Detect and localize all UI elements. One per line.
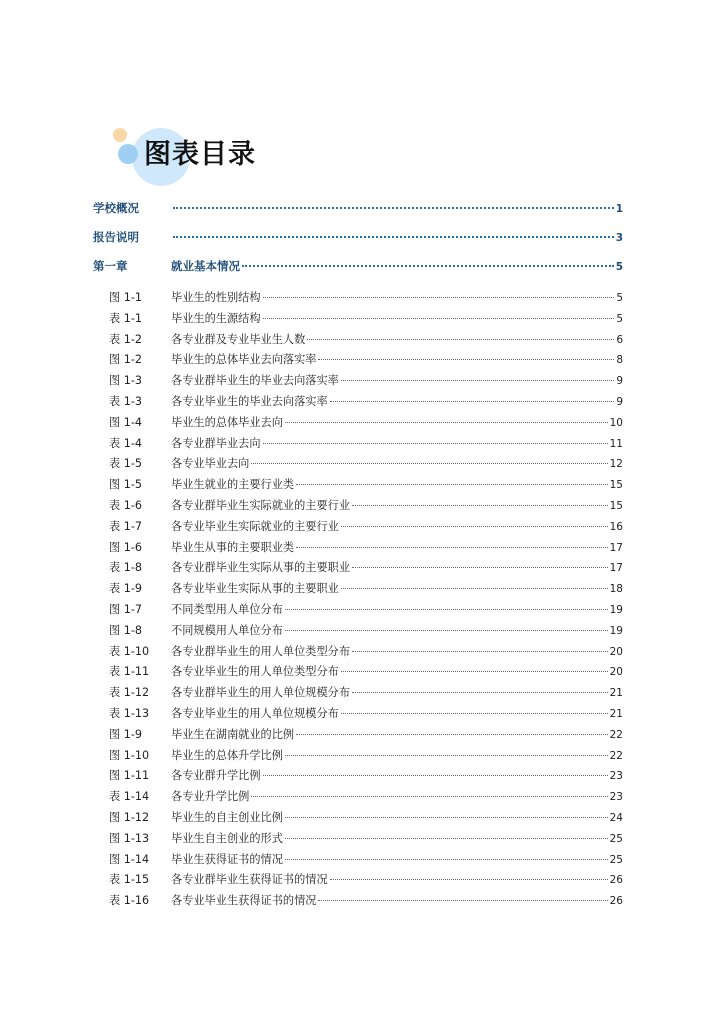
toc-title: 各专业群毕业生获得证书的情况 xyxy=(171,873,328,887)
leader-dots xyxy=(307,338,614,340)
leader-dots xyxy=(263,442,608,444)
leader-dots xyxy=(285,421,608,423)
leader-dots xyxy=(318,358,614,360)
toc-entry[interactable] xyxy=(93,726,623,747)
leader-dots xyxy=(251,462,607,464)
toc-page: 19 xyxy=(609,603,623,616)
toc-page: 16 xyxy=(609,520,623,533)
toc-page: 8 xyxy=(616,354,623,367)
toc-page: 19 xyxy=(609,624,623,637)
leader-dots xyxy=(173,235,614,238)
toc-page: 15 xyxy=(609,499,623,512)
decor-circle-orange xyxy=(113,128,127,142)
toc-label: 表 1-6 xyxy=(109,498,143,512)
toc-entry[interactable] xyxy=(93,684,623,705)
toc-page: 5 xyxy=(615,261,623,273)
toc-entry[interactable] xyxy=(93,393,623,414)
toc-entry[interactable] xyxy=(93,788,623,809)
toc-label: 图 1-3 xyxy=(109,374,143,388)
toc-title: 各专业升学比例 xyxy=(171,790,250,804)
toc-page: 3 xyxy=(615,232,623,244)
toc-entry[interactable] xyxy=(93,518,623,539)
toc-label: 图 1-10 xyxy=(109,748,150,762)
toc-title: 不同规模用人单位分布 xyxy=(171,623,283,637)
leader-dots xyxy=(352,566,608,568)
toc-entry[interactable] xyxy=(93,455,623,476)
toc-page: 20 xyxy=(609,666,623,679)
toc-page: 12 xyxy=(609,458,623,471)
toc-title: 各专业毕业生获得证书的情况 xyxy=(171,894,317,908)
toc-page: 21 xyxy=(609,687,623,700)
toc-title: 各专业群及专业毕业生人数 xyxy=(171,332,306,346)
toc-label: 表 1-13 xyxy=(109,706,150,720)
toc-page: 17 xyxy=(609,541,623,554)
toc-label: 学校概况 xyxy=(93,201,139,215)
toc-entry[interactable] xyxy=(93,809,623,830)
toc-entry[interactable] xyxy=(93,747,623,768)
toc-page: 25 xyxy=(609,832,623,845)
leader-dots xyxy=(173,206,614,209)
toc-title: 各专业群毕业生的用人单位类型分布 xyxy=(171,644,351,658)
leader-dots xyxy=(263,774,608,776)
toc-page: 22 xyxy=(609,749,623,762)
leader-dots xyxy=(242,264,614,267)
toc-title: 各专业群毕业去向 xyxy=(171,436,261,450)
page-title: 图表目录 xyxy=(144,139,256,170)
toc-list xyxy=(93,200,623,913)
toc-title: 各专业群毕业生实际从事的主要职业 xyxy=(171,561,351,575)
toc-page: 26 xyxy=(609,874,623,887)
toc-label: 表 1-11 xyxy=(109,665,150,679)
toc-label: 图 1-8 xyxy=(109,623,143,637)
leader-dots xyxy=(285,858,608,860)
toc-title: 毕业生的总体升学比例 xyxy=(171,748,283,762)
toc-entry[interactable] xyxy=(93,331,623,352)
toc-page: 15 xyxy=(609,479,623,492)
toc-title: 各专业群毕业生的毕业去向落实率 xyxy=(171,374,339,388)
toc-entry[interactable] xyxy=(93,643,623,664)
toc-page: 23 xyxy=(609,770,623,783)
leader-dots xyxy=(285,816,608,818)
toc-label: 表 1-14 xyxy=(109,790,150,804)
leader-dots xyxy=(263,317,615,319)
toc-title: 各专业毕业生的用人单位类型分布 xyxy=(171,665,339,679)
toc-title: 毕业生的性别结构 xyxy=(171,291,261,304)
toc-entry[interactable] xyxy=(93,580,623,601)
toc-entry[interactable] xyxy=(93,497,623,518)
toc-page: 25 xyxy=(609,853,623,866)
toc-label: 图 1-5 xyxy=(109,478,143,492)
toc-page: 17 xyxy=(609,562,623,575)
leader-dots xyxy=(285,608,608,610)
toc-entry[interactable] xyxy=(93,559,623,580)
toc-label: 表 1-3 xyxy=(109,394,143,408)
leader-dots xyxy=(352,691,608,693)
toc-page: 6 xyxy=(616,333,623,346)
toc-title: 各专业毕业生的用人单位规模分布 xyxy=(171,706,339,720)
leader-dots xyxy=(296,483,608,485)
leader-dots xyxy=(341,587,608,589)
leader-dots xyxy=(341,379,614,381)
toc-page: 22 xyxy=(609,728,623,741)
toc-label: 表 1-4 xyxy=(109,436,143,450)
toc-title: 毕业生在湖南就业的比例 xyxy=(171,727,295,741)
toc-label: 图 1-6 xyxy=(109,540,143,554)
decor-circle-blue xyxy=(118,144,138,164)
leader-dots xyxy=(251,795,607,797)
toc-title: 毕业生从事的主要职业类 xyxy=(171,540,295,554)
toc-entry[interactable] xyxy=(93,289,623,310)
toc-title: 各专业毕业去向 xyxy=(171,457,250,471)
toc-entry[interactable] xyxy=(93,310,623,331)
toc-page: 26 xyxy=(609,895,623,908)
toc-title: 各专业群升学比例 xyxy=(171,769,261,783)
toc-page: 9 xyxy=(616,395,623,408)
toc-title: 毕业生获得证书的情况 xyxy=(171,852,283,866)
toc-title: 各专业毕业生实际从事的主要职业 xyxy=(171,582,339,596)
toc-label: 图 1-12 xyxy=(109,810,150,824)
toc-page: 23 xyxy=(609,791,623,804)
toc-label: 图 1-13 xyxy=(109,831,150,845)
toc-label: 表 1-7 xyxy=(109,519,143,533)
toc-entry[interactable] xyxy=(93,539,623,560)
toc-label: 表 1-15 xyxy=(109,873,150,887)
toc-entry[interactable] xyxy=(93,830,623,851)
toc-title: 各专业群毕业生实际就业的主要行业 xyxy=(171,498,351,512)
leader-dots xyxy=(318,899,607,901)
toc-entry[interactable] xyxy=(93,229,623,258)
leader-dots xyxy=(330,400,615,402)
toc-title: 就业基本情况 xyxy=(171,259,240,273)
leader-dots xyxy=(352,504,608,506)
toc-entry[interactable] xyxy=(93,601,623,622)
toc-minor-list xyxy=(93,289,623,913)
toc-title: 各专业群毕业生的用人单位规模分布 xyxy=(171,686,351,700)
toc-entry[interactable] xyxy=(93,435,623,456)
toc-page: 18 xyxy=(609,583,623,596)
toc-label: 表 1-1 xyxy=(109,311,143,325)
toc-entry[interactable] xyxy=(93,351,623,372)
toc-title: 各专业毕业生实际就业的主要行业 xyxy=(171,519,339,533)
toc-label: 图 1-14 xyxy=(109,852,150,866)
toc-label: 图 1-9 xyxy=(109,727,143,741)
toc-page: 5 xyxy=(616,312,623,325)
toc-title: 毕业生的生源结构 xyxy=(171,311,261,325)
toc-label: 图 1-2 xyxy=(109,353,143,367)
toc-page: 24 xyxy=(609,811,623,824)
title-block xyxy=(110,120,330,190)
toc-page: 9 xyxy=(616,375,623,388)
toc-label: 表 1-2 xyxy=(109,332,143,346)
leader-dots xyxy=(341,712,608,714)
toc-title: 毕业生就业的主要行业类 xyxy=(171,478,295,492)
toc-entry[interactable] xyxy=(93,663,623,684)
leader-dots xyxy=(296,733,608,735)
toc-label: 图 1-4 xyxy=(109,415,143,429)
leader-dots xyxy=(352,650,608,652)
toc-entry[interactable] xyxy=(93,705,623,726)
leader-dots xyxy=(285,629,608,631)
toc-entry[interactable] xyxy=(93,892,623,913)
toc-label: 报告说明 xyxy=(93,230,139,244)
toc-label: 表 1-9 xyxy=(109,582,143,596)
toc-label: 表 1-10 xyxy=(109,644,150,658)
toc-page: 21 xyxy=(609,707,623,720)
leader-dots xyxy=(341,670,608,672)
toc-label: 图 1-7 xyxy=(109,602,143,616)
toc-title: 各专业毕业生的毕业去向落实率 xyxy=(171,394,328,408)
leader-dots xyxy=(296,546,608,548)
toc-label: 第一章 xyxy=(93,259,128,273)
leader-dots xyxy=(285,837,608,839)
leader-dots xyxy=(341,525,608,527)
toc-label: 表 1-12 xyxy=(109,686,150,700)
toc-title: 不同类型用人单位分布 xyxy=(171,602,283,616)
toc-page: 5 xyxy=(616,292,623,304)
toc-title: 毕业生自主创业的形式 xyxy=(171,831,283,845)
toc-entry[interactable] xyxy=(93,258,623,287)
toc-entry[interactable] xyxy=(93,200,623,229)
toc-title: 毕业生的总体毕业去向落实率 xyxy=(171,353,317,367)
toc-entry[interactable] xyxy=(93,622,623,643)
toc-entry[interactable] xyxy=(93,871,623,892)
toc-entry[interactable] xyxy=(93,476,623,497)
toc-entry[interactable] xyxy=(93,767,623,788)
toc-label: 图 1-1 xyxy=(109,291,143,304)
toc-label: 表 1-8 xyxy=(109,561,143,575)
toc-label: 表 1-5 xyxy=(109,457,143,471)
toc-title: 毕业生的自主创业比例 xyxy=(171,810,283,824)
toc-entry[interactable] xyxy=(93,414,623,435)
toc-entry[interactable] xyxy=(93,851,623,872)
toc-page: 20 xyxy=(609,645,623,658)
toc-page: 11 xyxy=(609,437,623,450)
leader-dots xyxy=(330,878,608,880)
toc-title: 毕业生的总体毕业去向 xyxy=(171,415,283,429)
toc-label: 表 1-16 xyxy=(109,894,150,908)
leader-dots xyxy=(285,754,608,756)
toc-page: 1 xyxy=(615,203,623,215)
leader-dots xyxy=(263,296,615,298)
toc-entry[interactable] xyxy=(93,372,623,393)
toc-page: 10 xyxy=(609,416,623,429)
toc-label: 图 1-11 xyxy=(109,769,150,783)
